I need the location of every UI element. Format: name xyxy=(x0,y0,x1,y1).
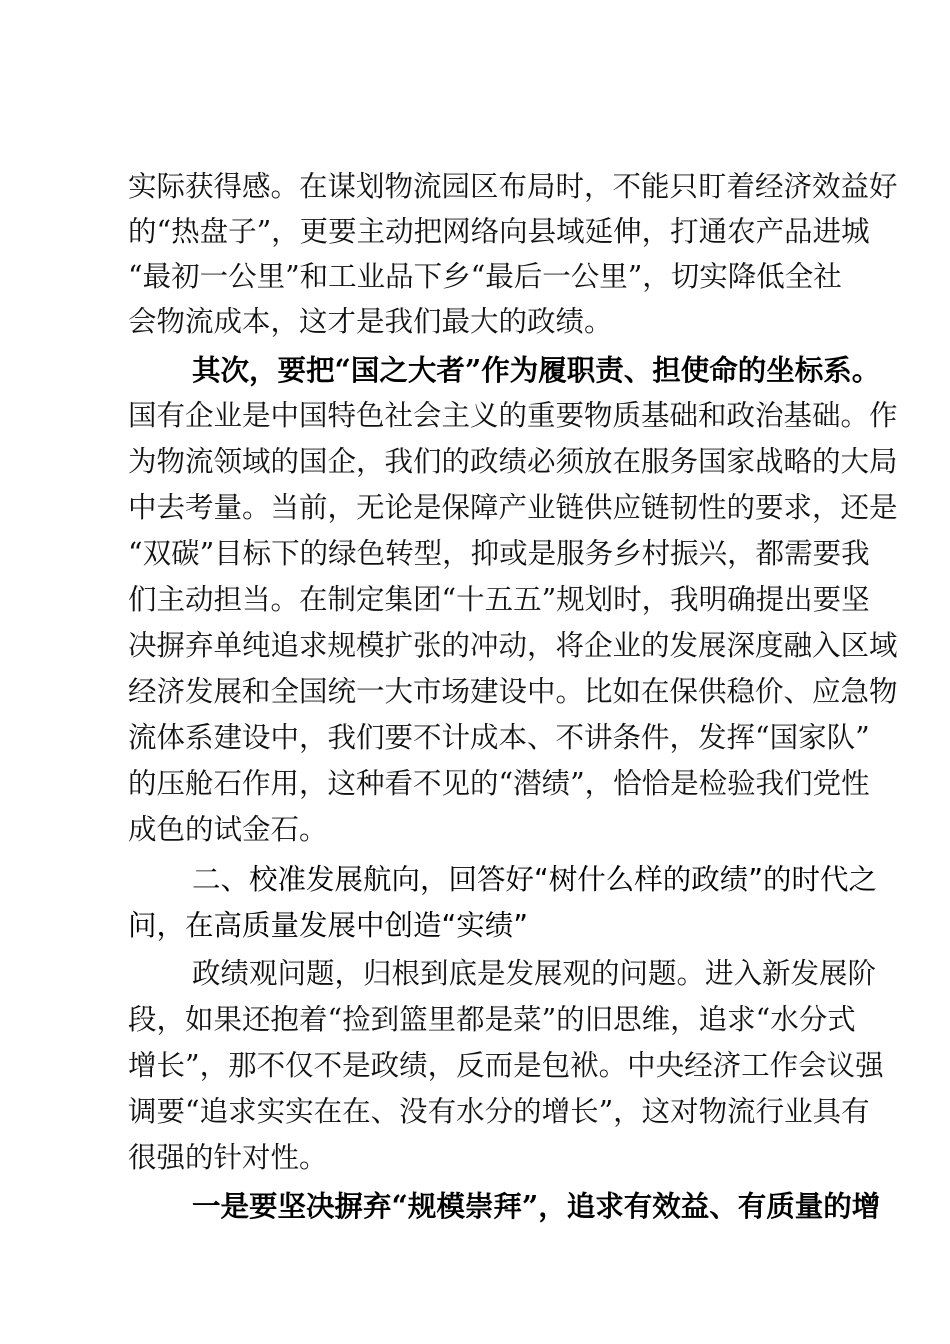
body-text-line: 流体系建设中，我们要不计成本、不讲条件，发挥“国家队” xyxy=(128,721,870,754)
body-text-line: 的压舱石作用，这种看不见的“潜绩”，恰恰是检验我们党性 xyxy=(128,767,870,800)
body-text-line: 段，如果还抱着“捡到篮里都是菜”的旧思维，追求“水分式 xyxy=(128,1003,856,1036)
body-text-line: 经济发展和全国统一大市场建设中。比如在保供稳价、应急物 xyxy=(128,675,898,708)
body-text-line: 决摒弃单纯追求规模扩张的冲动，将企业的发展深度融入区域 xyxy=(128,629,898,662)
body-text-line: 中去考量。当前，无论是保障产业链供应链韧性的要求，还是 xyxy=(128,491,898,524)
body-text-line: 会物流成本，这才是我们最大的政绩。 xyxy=(128,305,613,338)
body-text-line: 实际获得感。在谋划物流园区布局时，不能只盯着经济效益好 xyxy=(128,170,898,203)
body-text-line: 调要“追求实实在在、没有水分的增长”，这对物流行业具有 xyxy=(128,1095,870,1128)
body-text-line: 政绩观问题，归根到底是发展观的问题。进入新发展阶 xyxy=(192,957,877,990)
body-text-line: 为物流领域的国企，我们的政绩必须放在服务国家战略的大局 xyxy=(128,445,898,478)
bold-lead-sentence: 一是要坚决摒弃“规模崇拜”，追求有效益、有质量的增 xyxy=(192,1189,881,1223)
body-text-line: 增长”，那不仅不是政绩，反而是包袱。中央经济工作会议强 xyxy=(128,1049,884,1082)
body-text-line: 的“热盘子”，更要主动把网络向县域延伸，打通农产品进城 xyxy=(128,215,870,248)
section-heading: 二、校准发展航向，回答好“树什么样的政绩”的时代之 xyxy=(192,863,878,896)
bold-lead-sentence: 其次，要把“国之大者”作为履职责、担使命的坐标系。 xyxy=(192,353,881,387)
body-text-line: 成色的试金石。 xyxy=(128,813,328,846)
body-text-line: 很强的针对性。 xyxy=(128,1141,328,1174)
body-text-line: 们主动担当。在制定集团“十五五”规划时，我明确提出要坚 xyxy=(128,583,870,616)
body-text-line: “双碳”目标下的绿色转型，抑或是服务乡村振兴，都需要我 xyxy=(128,537,870,570)
section-heading: 问，在高质量发展中创造“实绩” xyxy=(128,909,529,942)
body-text-line: “最初一公里”和工业品下乡“最后一公里”，切实降低全社 xyxy=(128,260,842,293)
body-text-line: 国有企业是中国特色社会主义的重要物质基础和政治基础。作 xyxy=(128,399,898,432)
